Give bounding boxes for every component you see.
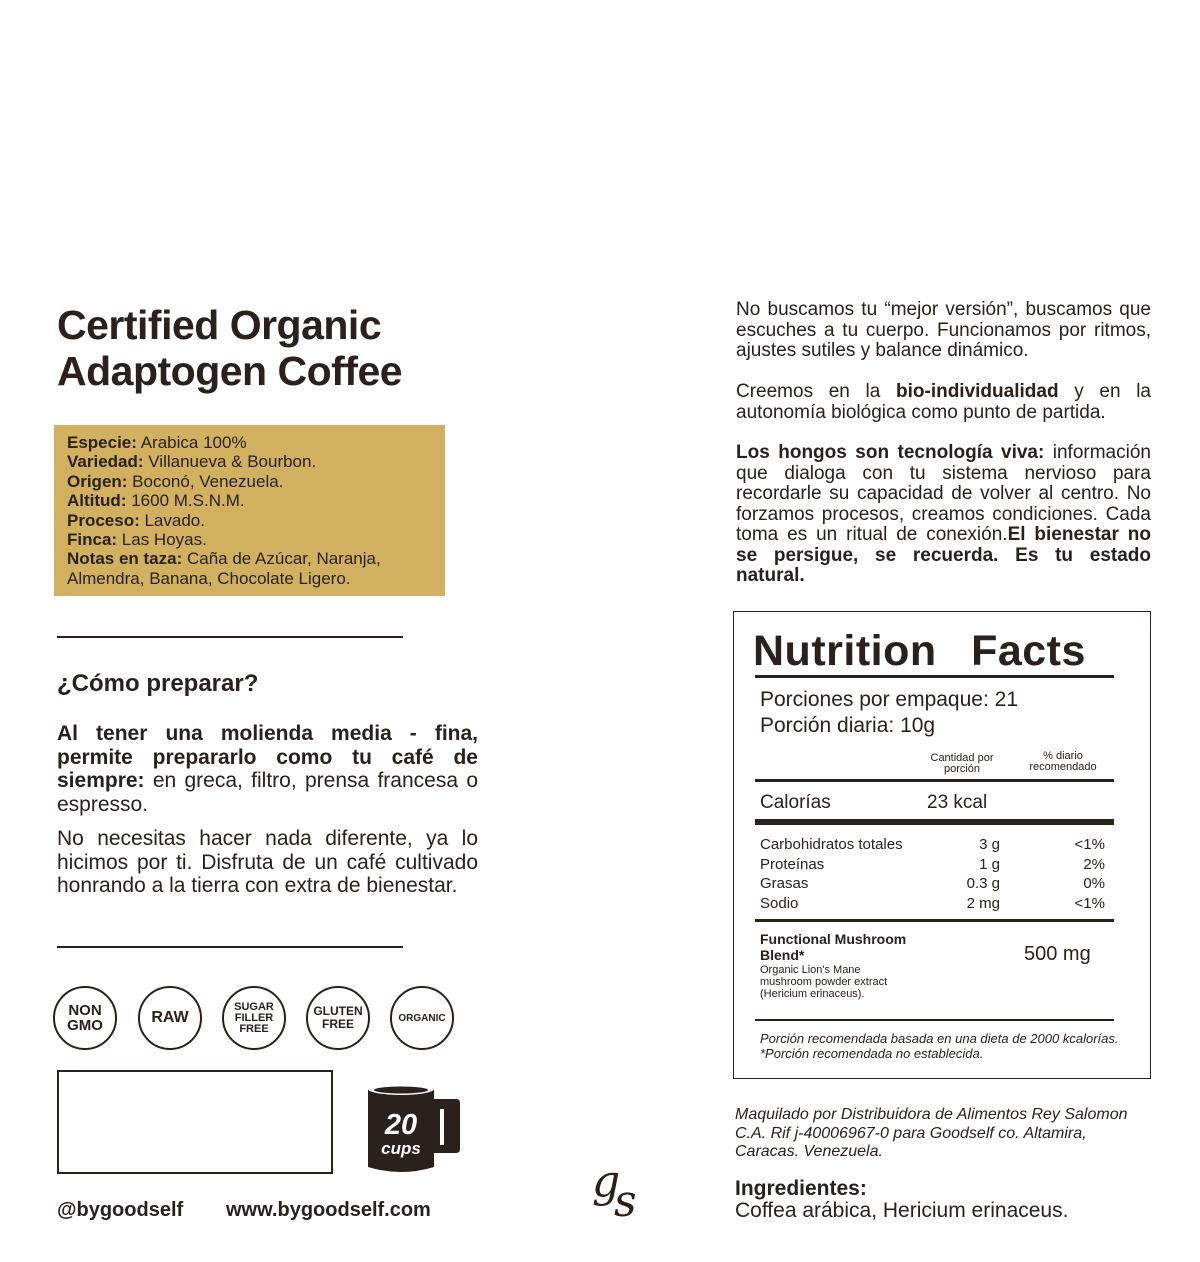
lot-info-box bbox=[57, 1070, 333, 1174]
nutrient-row bbox=[760, 894, 1105, 914]
ingredients-list: Coffea arábica, Hericium erinaceus. bbox=[735, 1199, 1069, 1222]
spec-row-altitude bbox=[67, 491, 433, 510]
mushroom-blend-value: 500 mg bbox=[1024, 943, 1091, 965]
manifesto-paragraph-3 bbox=[736, 443, 1151, 587]
website-link[interactable]: www.bygoodself.com bbox=[226, 1199, 431, 1221]
nutrient-amount: 0.3 g bbox=[966, 875, 1000, 892]
mushroom-blend-title: Functional Mushroom Blend* bbox=[760, 931, 907, 963]
nutrition-rule bbox=[755, 779, 1114, 782]
spec-row-origin bbox=[67, 472, 433, 491]
spec-value: Caña de Azúcar, Naranja, Almendra, Banana, Chocolate Ligero. bbox=[67, 549, 381, 588]
howto-paragraph-2: No necesitas hacer nada diferente, ya lo hicimos por ti. Disfruta de un café cultivado honrando a la tierra con extra de bienestar. bbox=[57, 827, 478, 897]
nutrient-name: Sodio bbox=[760, 895, 799, 912]
nutrient-row bbox=[760, 835, 1105, 855]
nutrient-amount: 1 g bbox=[979, 856, 1000, 873]
spec-label: Finca: bbox=[67, 530, 118, 550]
spec-value: Arabica 100% bbox=[136, 433, 247, 452]
howto-paragraph-1 bbox=[57, 722, 478, 816]
manifesto-bold: bio-individualidad bbox=[896, 381, 1059, 402]
nutrient-row bbox=[760, 855, 1105, 875]
nutrient-amount: 2 mg bbox=[966, 895, 1000, 912]
nutrition-footnote: Porción recomendada basada en una dieta de 2000 kcalorías. *Porción recomendada no establecida. bbox=[760, 1031, 1119, 1061]
product-title-line-1: Certified Organic bbox=[57, 302, 382, 348]
manifesto-text: Creemos en la bbox=[736, 381, 896, 402]
coffee-specs-box bbox=[54, 425, 445, 596]
divider bbox=[57, 636, 403, 638]
nutrient-daily-value: <1% bbox=[1074, 836, 1105, 853]
badge-label: RAW bbox=[151, 1009, 189, 1026]
nutrient-name: Grasas bbox=[760, 875, 809, 892]
gluten-free-badge bbox=[306, 986, 370, 1050]
manifesto-text: información que dialoga con tu sistema nervioso para recordarle su capacidad de volver al centro. No forzamos procesos, creamos condiciones. Cada toma es un ritual de conexión. bbox=[736, 442, 1151, 545]
serving-size: Porción diaria: 10g bbox=[760, 714, 936, 737]
howto-heading: ¿Cómo preparar? bbox=[57, 670, 259, 697]
manufacturer-info: Maquilado por Distribuidora de Alimentos Rey Salomon C.A. Rif j-40006967-0 para Goodself co. Altamira, Caracas. Venezuela. bbox=[735, 1106, 1128, 1160]
spec-label: Proceso: bbox=[67, 510, 140, 530]
sugar-filler-free-badge bbox=[222, 986, 286, 1050]
nutrient-daily-value: <1% bbox=[1074, 895, 1105, 912]
goodself-logo-icon bbox=[586, 1152, 652, 1230]
ingredients-heading: Ingredientes: bbox=[735, 1177, 867, 1200]
nutrition-facts-title: Nutrition Facts bbox=[753, 627, 1086, 675]
product-title bbox=[57, 302, 402, 394]
spec-row-species bbox=[67, 433, 433, 452]
nutrient-amount: 3 g bbox=[979, 836, 1000, 853]
raw-badge bbox=[138, 986, 202, 1050]
nutrient-name: Proteínas bbox=[760, 856, 825, 873]
spec-value: 1600 M.S.N.M. bbox=[126, 491, 245, 511]
amount-per-serving-header: Cantidad por porción bbox=[930, 752, 994, 775]
badge-label: SUGAR FILLER FREE bbox=[234, 1000, 274, 1035]
calories-label: Calorías bbox=[760, 792, 831, 813]
divider bbox=[57, 946, 403, 948]
badge-label: NON GMO bbox=[67, 1002, 103, 1034]
nutrition-rule bbox=[755, 919, 1114, 922]
daily-value-header: % diario recomendado bbox=[1029, 750, 1097, 773]
cup-unit: cups bbox=[381, 1139, 421, 1158]
spec-value: Boconó, Venezuela. bbox=[127, 471, 284, 491]
calories-value: 23 kcal bbox=[927, 792, 988, 813]
product-title-line-2: Adaptogen Coffee bbox=[57, 348, 403, 394]
svg-text:g: g bbox=[592, 1156, 621, 1207]
nutrition-rule-thin bbox=[755, 1019, 1114, 1021]
badge-label: GLUTEN FREE bbox=[313, 1004, 363, 1031]
cup-count: 20 bbox=[384, 1109, 418, 1141]
spec-value: Lavado. bbox=[139, 510, 205, 530]
social-handle[interactable]: @bygoodself bbox=[57, 1199, 184, 1221]
spec-label: Altitud: bbox=[67, 491, 127, 511]
spec-row-variety bbox=[67, 452, 433, 471]
spec-label: Origen: bbox=[67, 471, 128, 491]
nutrient-name: Carbohidratos totales bbox=[760, 836, 903, 853]
spec-value: Villanueva & Bourbon. bbox=[143, 452, 317, 472]
badge-label: ORGANIC bbox=[398, 1012, 446, 1024]
servings-per-package: Porciones por empaque: 21 bbox=[760, 688, 1018, 711]
spec-row-tasting-notes bbox=[67, 549, 433, 588]
nutrient-row bbox=[760, 874, 1105, 894]
spec-label: Variedad: bbox=[67, 452, 144, 472]
spec-row-farm bbox=[67, 530, 433, 549]
spec-value: Las Hoyas. bbox=[117, 530, 207, 550]
svg-text:s: s bbox=[614, 1176, 637, 1227]
spec-label: Notas en taza: bbox=[67, 549, 183, 569]
spec-row-process bbox=[67, 511, 433, 530]
howto-paragraph-1-rest: en greca, filtro, prensa francesa o espresso. bbox=[57, 769, 478, 816]
nutrient-daily-value: 0% bbox=[1083, 875, 1105, 892]
nutrition-rule-thick bbox=[755, 819, 1114, 825]
manifesto-bold: Los hongos son tecnología viva: bbox=[736, 442, 1045, 463]
manifesto-text: y en la autonomía biológica como punto de partida. bbox=[736, 381, 1151, 423]
organic-badge bbox=[390, 986, 454, 1050]
nutrient-daily-value: 2% bbox=[1083, 856, 1105, 873]
manifesto-paragraph-1: No buscamos tu “mejor versión”, buscamos que escuches a tu cuerpo. Funcionamos por ritmos, ajustes sutiles y balance dinámico. bbox=[736, 299, 1151, 361]
howto-paragraph-1-bold: Al tener una molienda media - fina, permite prepararlo como tu café de siempre: bbox=[57, 722, 478, 792]
nutrition-rule bbox=[755, 675, 1114, 678]
spec-label: Especie: bbox=[67, 433, 137, 452]
manifesto-paragraph-2 bbox=[736, 382, 1151, 423]
manifesto-bold-end: El bienestar no se persigue, se recuerda. Es tu estado natural. bbox=[736, 524, 1151, 586]
non-gmo-badge bbox=[53, 986, 117, 1050]
mushroom-blend-description: Organic Lion's Mane mushroom powder extract (Hericium erinaceus). bbox=[760, 964, 888, 1000]
